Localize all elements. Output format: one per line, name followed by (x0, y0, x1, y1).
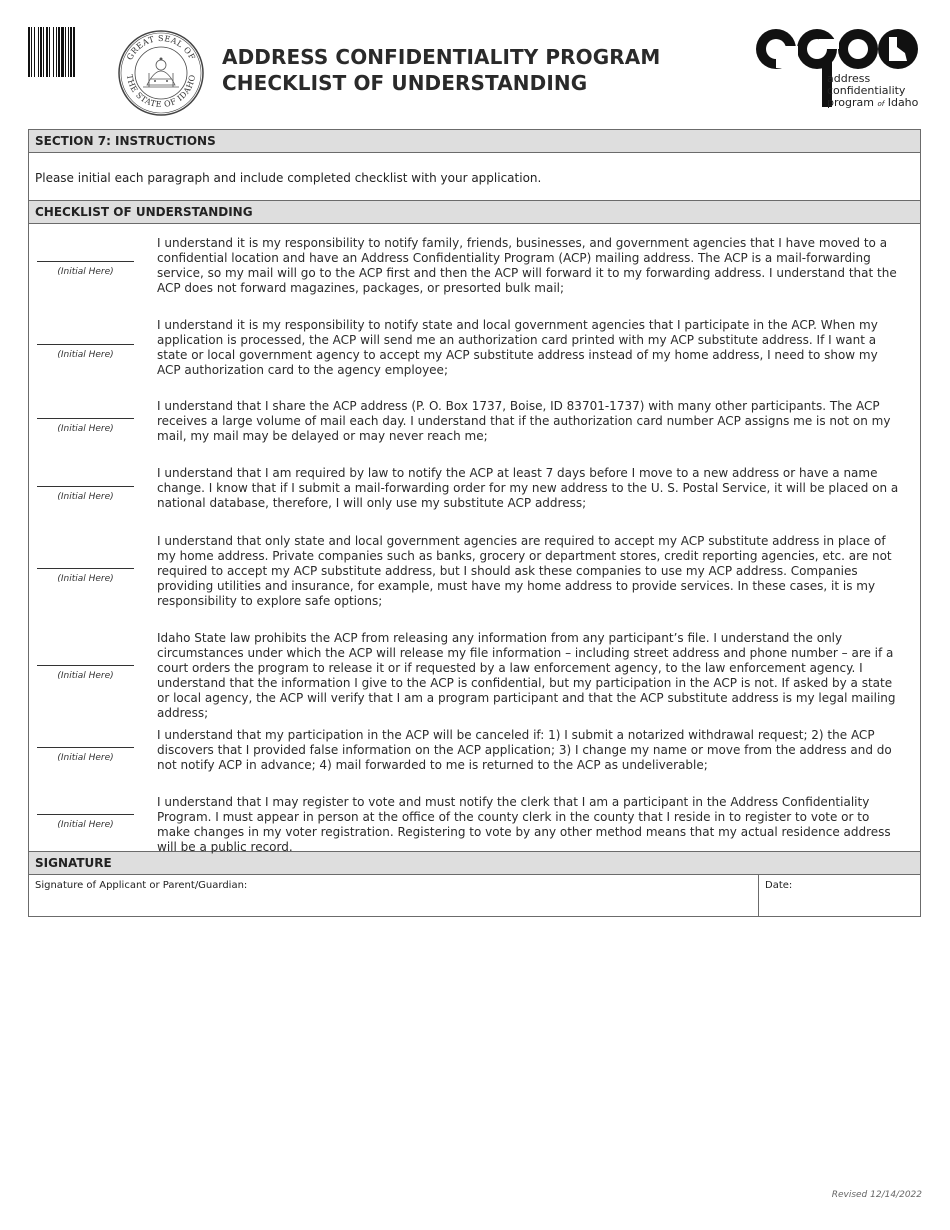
logo-line-3: program (827, 96, 874, 109)
section-7-heading: SECTION 7: INSTRUCTIONS (29, 130, 920, 153)
checklist-text-2: I understand it is my responsibility to notify state and local government agencies that I participate in the ACP. When my application is processed, the ACP will send me an authorization card printed with my ACP substitute address. If I want a state or local government agency to accept my ACP substitute address instead of my home address, I need to show my ACP authorization card to the agency employee; (157, 318, 878, 377)
initial-field-5[interactable] (37, 568, 134, 569)
initial-field-3[interactable] (37, 418, 134, 419)
checklist-text-1: I understand it is my responsibility to notify family, friends, businesses, and government agencies that I have moved to a confidential location and have an Address Confidentiality Program (ACP) mailing address. The ACP is a mail-forwarding service, so my mail will go to the ACP first and then the ACP will forward it to my forwarding address. I understand that the ACP does not forward magazines, packages, or presorted bulk mail; (157, 236, 897, 295)
initial-field-7[interactable] (37, 747, 134, 748)
initial-field-2[interactable] (37, 344, 134, 345)
signature-date-label: Date: (765, 880, 793, 891)
checklist-items (29, 224, 920, 852)
seal-top-text: GREAT SEAL OF (125, 33, 197, 62)
signature-heading: SIGNATURE (29, 852, 920, 875)
checklist-text-5: I understand that only state and local government agencies are required to accept my ACP substitute address in place of my home address. Private companies such as banks, grocery or department stores, credit reporting agencies, etc. are not required to accept my ACP substitute address, but I should ask these companies to use my ACP address. Companies providing utilities and insurance, for example, must have my home address to provide services. In these cases, it is my responsibility to explore safe options; (157, 534, 892, 608)
signature-date-field[interactable] (759, 875, 920, 916)
logo-wordmark (827, 73, 918, 110)
initial-label-4: (Initial Here) (57, 492, 114, 502)
initial-field-4[interactable] (37, 486, 134, 487)
state-seal-image (117, 29, 205, 117)
applicant-signature-field[interactable] (29, 875, 759, 916)
initial-label-7: (Initial Here) (57, 753, 114, 763)
document-title (222, 44, 660, 96)
logo-state: Idaho (887, 96, 919, 109)
checklist-text-7: I understand that my participation in the ACP will be canceled if: 1) I submit a notarized withdrawal request; 2) the ACP discovers that I provided false information on the ACP application; 3) I change my name or move from the address and do not notify ACP in advance; 4) mail forwarded to me is returned to the ACP as undeliverable; (157, 728, 892, 772)
initial-label-1: (Initial Here) (57, 267, 114, 277)
initial-field-1[interactable] (37, 261, 134, 262)
initial-label-3: (Initial Here) (57, 424, 114, 434)
initial-field-8[interactable] (37, 814, 134, 815)
title-line-2: CHECKLIST OF UNDERSTANDING (222, 71, 588, 95)
applicant-signature-label: Signature of Applicant or Parent/Guardian: (35, 880, 248, 891)
initial-label-5: (Initial Here) (57, 574, 114, 584)
logo-mark-text: acp (755, 27, 757, 28)
checklist-text-6: Idaho State law prohibits the ACP from releasing any information from any participant’s file. I understand the only circumstances under which the ACP will release my file information – including street address and phone number – are if a court orders the program to release it or if requested by a law enforcement agency, to the law enforcement agency. I understand that the information I give to the ACP is confidential, but my participation in the ACP is not. If asked by a state or local agency, the ACP will verify that I am a program participant and that the ACP substitute address is my legal mailing address; (157, 631, 896, 720)
revision-date: Revised 12/14/2022 (831, 1190, 922, 1200)
initial-label-6: (Initial Here) (57, 671, 114, 681)
initial-label-8: (Initial Here) (57, 820, 114, 830)
initial-label-2: (Initial Here) (57, 350, 114, 360)
seal-bottom-text: THE STATE OF IDAHO (124, 73, 198, 110)
section-7-instructions: Please initial each paragraph and include completed checklist with your application. (35, 171, 542, 185)
checklist-form (28, 129, 921, 917)
checklist-text-3: I understand that I share the ACP address (P. O. Box 1737, Boise, ID 83701-1737) with many other participants. The ACP receives a large volume of mail each day. I understand that if the authorization card number ACP assigns me is not on my mail, my mail may be delayed or may never reach me; (157, 399, 891, 443)
logo-of: of (877, 100, 885, 108)
title-line-1: ADDRESS CONFIDENTIALITY PROGRAM (222, 45, 661, 69)
svg-text:GREAT SEAL OF (125, 34, 197, 62)
checklist-text-4: I understand that I am required by law to notify the ACP at least 7 days before I move to a new address or have a name change. I know that if I submit a mail-forwarding order for my new address to the U. S. Postal Service, it will be placed on a national database, therefore, I will only use my substitute ACP address; (157, 466, 899, 510)
checklist-heading: CHECKLIST OF UNDERSTANDING (29, 200, 920, 224)
checklist-text-8: I understand that I may register to vote and must notify the clerk that I am a participant in the Address Confidentiality Program. I must appear in person at the office of the county clerk in the county that I reside in to register to vote or to make changes in my voter registration. Registering to vote by any other method means that my actual residence address will be a public record. (157, 795, 891, 854)
logo-line-1: address (827, 72, 871, 85)
logo-line-2: confidentiality (827, 84, 906, 97)
signature-row (29, 875, 920, 916)
barcode-image (28, 27, 96, 77)
initial-field-6[interactable] (37, 665, 134, 666)
